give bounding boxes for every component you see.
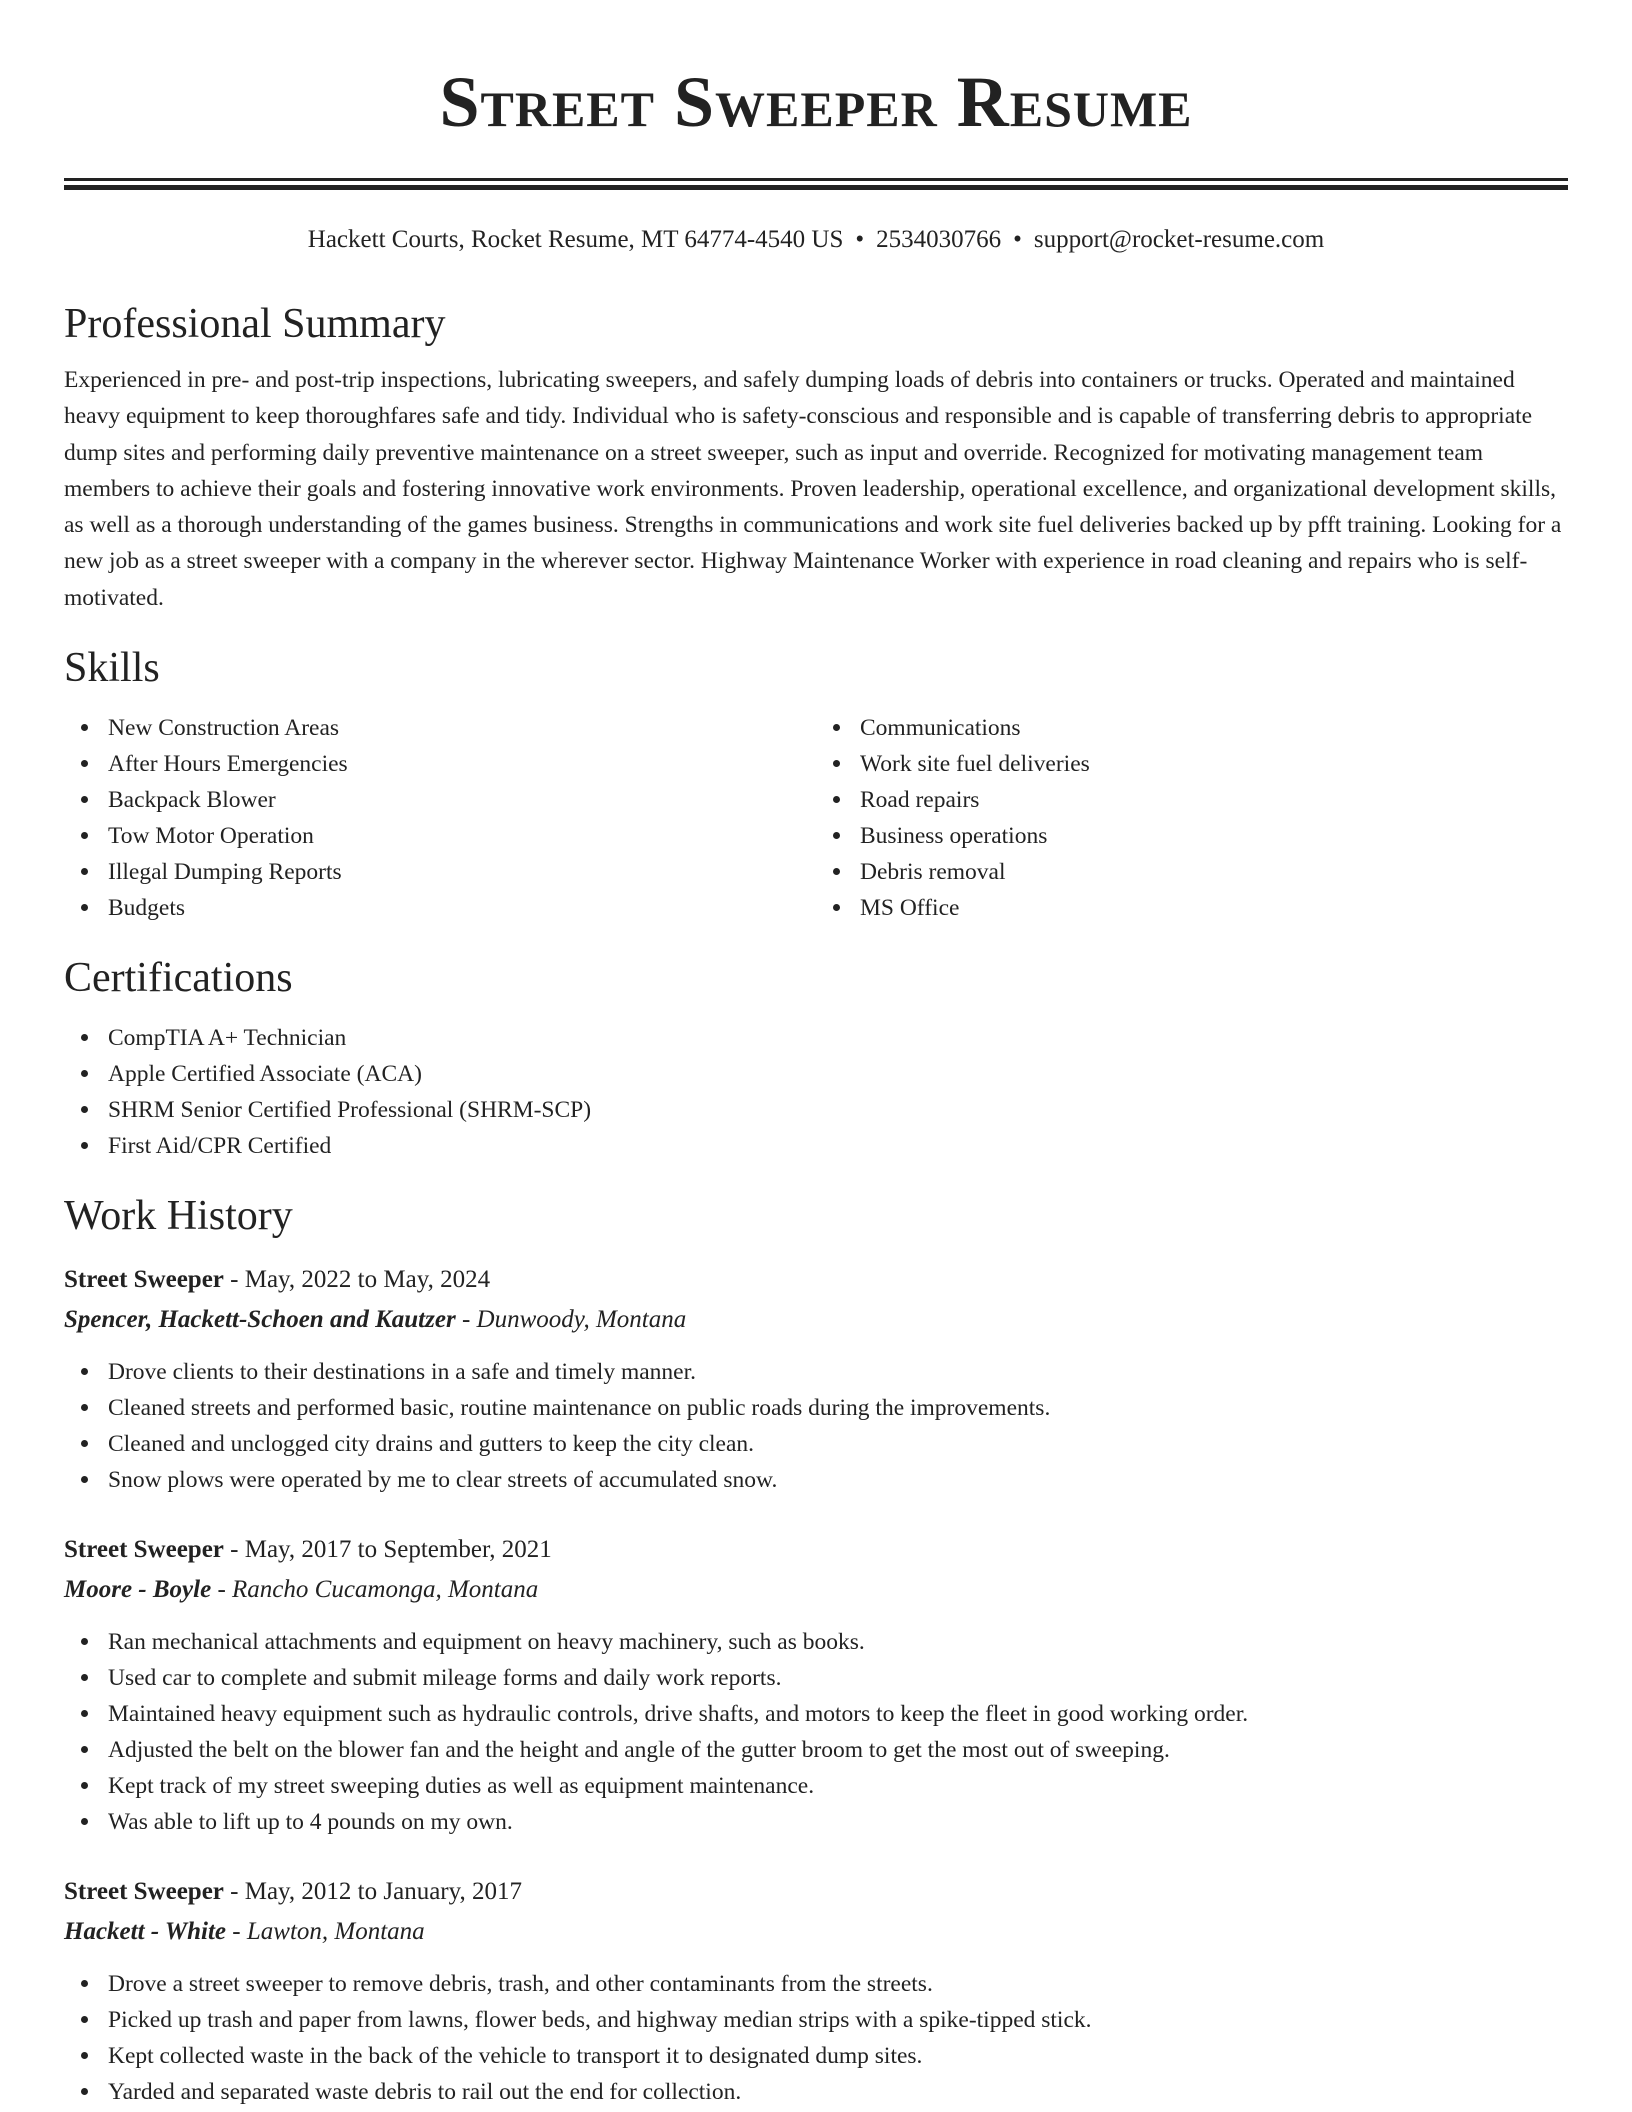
job-location: Lawton, Montana: [246, 1918, 425, 1946]
job-entry: [64, 1872, 1568, 2110]
certification-item: CompTIA A+ Technician: [108, 1020, 1568, 1056]
skill-item: Communications: [860, 710, 1568, 746]
skill-item: Illegal Dumping Reports: [108, 854, 816, 890]
certification-item: First Aid/CPR Certified: [108, 1128, 1568, 1164]
job-company: Hackett - White: [64, 1918, 227, 1946]
title-divider-thick: [64, 178, 1568, 181]
contact-separator: •: [855, 226, 865, 253]
job-location: Dunwoody, Montana: [476, 1306, 687, 1334]
title-divider-thin: [64, 185, 1568, 190]
certification-item: Apple Certified Associate (ACA): [108, 1056, 1568, 1092]
contact-address: Hackett Courts, Rocket Resume, MT 64774-4540 US: [307, 226, 844, 253]
job-employer: [64, 1300, 1568, 1340]
section-heading-work-history: Work History: [64, 1193, 293, 1240]
resume-title: Street Sweeper Resume: [439, 62, 1193, 142]
dash: -: [226, 1918, 247, 1946]
contact-separator: •: [1013, 226, 1022, 253]
summary-text: Experienced in pre- and post-trip inspections, lubricating sweepers, and safely dumping loads of debris into containers or trucks. Operated and maintained heavy equipment to keep thoroughfares safe and tidy. Individual who is safety-conscious and responsible and is capable of transferring debris to appropriate dump sites and performing daily preventive maintenance on a street sweeper, such as input and override. Recognized for motivating management team members to achieve their goals and fostering innovative work environments. Proven leadership, operational excellence, and organizational development skills, as well as a thorough understanding of the games business. Strengths in communications and work site fuel deliveries backed up by pfft training. Looking for a new job as a street sweeper with a company in the wherever sector. Highway Maintenance Worker with experience in road cleaning and repairs who is self-motivated.: [64, 367, 1562, 611]
section-heading-certifications: Certifications: [64, 955, 293, 1002]
skill-item: Work site fuel deliveries: [860, 746, 1568, 782]
job-dates: May, 2017 to September, 2021: [244, 1536, 552, 1564]
job-bullet: Maintained heavy equipment such as hydraulic controls, drive shafts, and motors to keep the fleet in good working order.: [108, 1696, 1568, 1732]
contact-email: support@rocket-resume.com: [1033, 226, 1325, 253]
job-company: Spencer, Hackett-Schoen and Kautzer: [64, 1306, 456, 1334]
job-role: Street Sweeper: [64, 1536, 224, 1564]
job-bullet: Cleaned and unclogged city drains and gutters to keep the city clean.: [108, 1426, 1568, 1462]
job-bullet: Kept track of my street sweeping duties as well as equipment maintenance.: [108, 1768, 1568, 1804]
job-bullets: [64, 1966, 1568, 2110]
job-role: Street Sweeper: [64, 1878, 224, 1906]
dash: -: [211, 1576, 233, 1604]
job-employer: [64, 1570, 1568, 1610]
job-header: [64, 1872, 1568, 1912]
job-header: [64, 1260, 1568, 1300]
contact-line: [64, 224, 1568, 256]
job-bullet: Drove a street sweeper to remove debris, trash, and other contaminants from the streets.: [108, 1966, 1568, 2002]
job-bullets: [64, 1354, 1568, 1498]
job-bullet: Ran mechanical attachments and equipment on heavy machinery, such as books.: [108, 1624, 1568, 1660]
job-bullet: Was able to lift up to 4 pounds on my own.: [108, 1804, 1568, 1840]
job-header: [64, 1530, 1568, 1570]
dash: -: [223, 1536, 245, 1564]
job-bullet: Adjusted the belt on the blower fan and the height and angle of the gutter broom to get the most out of sweeping.: [108, 1732, 1568, 1768]
skill-item: Business operations: [860, 818, 1568, 854]
job-bullet: Picked up trash and paper from lawns, flower beds, and highway median strips with a spike-tipped stick.: [108, 2002, 1568, 2038]
resume-page: [64, 0, 1568, 2110]
job-bullet: Drove clients to their destinations in a safe and timely manner.: [108, 1354, 1568, 1390]
skills-list-left: [64, 710, 816, 926]
skill-item: MS Office: [860, 890, 1568, 926]
dash: -: [223, 1878, 245, 1906]
job-entry: [64, 1530, 1568, 1840]
certifications-list: [64, 1020, 1568, 1164]
job-bullet: Snow plows were operated by me to clear streets of accumulated snow.: [108, 1462, 1568, 1498]
job-bullets: [64, 1624, 1568, 1840]
job-company: Moore - Boyle: [64, 1576, 212, 1604]
skills-columns: [64, 710, 1568, 926]
skill-item: Budgets: [108, 890, 816, 926]
job-dates: May, 2022 to May, 2024: [244, 1266, 491, 1294]
skill-item: Backpack Blower: [108, 782, 816, 818]
job-dates: May, 2012 to January, 2017: [244, 1878, 522, 1906]
job-role: Street Sweeper: [64, 1266, 224, 1294]
job-bullet: Yarded and separated waste debris to rail out the end for collection.: [108, 2074, 1568, 2110]
skill-item: New Construction Areas: [108, 710, 816, 746]
contact-phone: 2534030766: [876, 226, 1002, 253]
job-bullet: Used car to complete and submit mileage forms and daily work reports.: [108, 1660, 1568, 1696]
dash: -: [223, 1266, 245, 1294]
job-location: Rancho Cucamonga, Montana: [232, 1576, 539, 1604]
dash: -: [455, 1306, 477, 1334]
skill-item: Tow Motor Operation: [108, 818, 816, 854]
section-heading-skills: Skills: [64, 645, 160, 692]
job-employer: [64, 1912, 1568, 1952]
skill-item: Road repairs: [860, 782, 1568, 818]
skill-item: After Hours Emergencies: [108, 746, 816, 782]
job-bullet: Cleaned streets and performed basic, routine maintenance on public roads during the improvements.: [108, 1390, 1568, 1426]
skills-list-right: [816, 710, 1568, 926]
skill-item: Debris removal: [860, 854, 1568, 890]
certification-item: SHRM Senior Certified Professional (SHRM-SCP): [108, 1092, 1568, 1128]
job-bullet: Kept collected waste in the back of the vehicle to transport it to designated dump sites.: [108, 2038, 1568, 2074]
section-heading-summary: Professional Summary: [64, 301, 446, 347]
job-entry: [64, 1260, 1568, 1498]
